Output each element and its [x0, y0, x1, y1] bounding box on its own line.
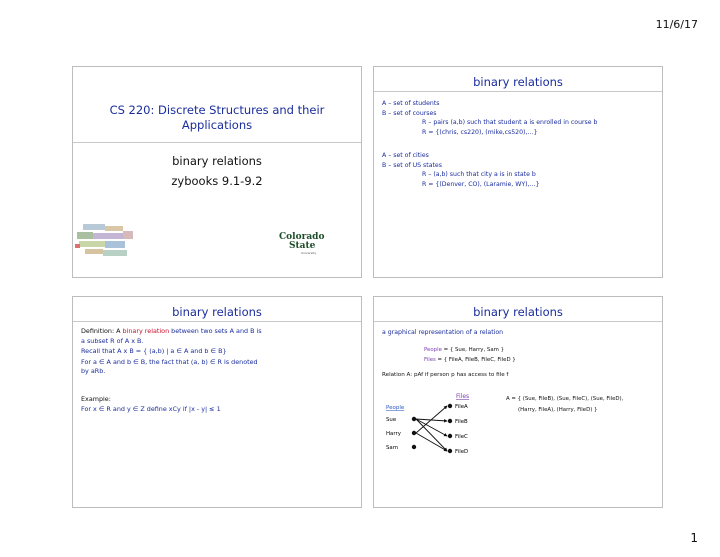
page-number: 1: [690, 531, 698, 545]
relation-edge: [416, 419, 447, 451]
people-set: People = { Sue, Harry, Sam }: [424, 347, 505, 353]
cartesian-recall: Recall that A x B = { (a,b) | a ∈ A and b ∈ B}: [81, 347, 227, 355]
file-label: FileD: [455, 448, 469, 455]
heading-divider: [374, 321, 662, 322]
heading-divider: [73, 321, 361, 322]
word-cloud-image: [75, 222, 137, 260]
relation-description: Relation A: pAf if person p has access to file f: [382, 372, 509, 378]
person-label: Sue: [386, 416, 397, 423]
file-node: [448, 404, 452, 408]
file-label: FileB: [455, 418, 468, 425]
slide-binary-relations-examples: [373, 66, 663, 278]
file-label: FileA: [455, 403, 468, 410]
file-label: FileC: [455, 433, 468, 440]
example-cities: A – set of cities B – set of US states R – (a,b) such that city a is in state b R = {(Denver, CO), (Laramie, WY),…}: [382, 152, 540, 188]
slide-title: [72, 66, 362, 278]
person-node: [412, 445, 416, 449]
relation-graph: [384, 392, 654, 502]
subtitle-reading: zybooks 9.1-9.2: [171, 174, 263, 188]
relation-edge: [416, 419, 447, 436]
course-title: [73, 103, 361, 133]
person-label: Sam: [386, 444, 398, 451]
definition-block: [81, 327, 351, 378]
definition-term: binary relation: [122, 327, 170, 335]
notation-fact: For a ∈ A and b ∈ B, the fact that (a, b) ∈ R is denoted by aRb.: [81, 357, 258, 375]
example-block: [81, 395, 351, 414]
graph-intro: a graphical representation of a relation: [382, 329, 504, 336]
heading-divider: [374, 91, 662, 92]
relation-set-line1: A = { (Sue, FileB), (Sue, FileC), (Sue, FileD),: [506, 396, 624, 402]
graph-people-header: People: [386, 405, 405, 411]
relation-edge: [416, 433, 447, 451]
title-divider: [73, 142, 361, 143]
file-node: [448, 434, 452, 438]
slide-heading: binary relations: [473, 305, 563, 319]
slide-heading: binary relations: [172, 305, 262, 319]
file-node: [448, 449, 452, 453]
definition-text: Definition: A binary relation between two sets A and B is a subset R of A x B.: [81, 327, 262, 345]
file-node: [448, 419, 452, 423]
example-text: For x ∈ R and y ∈ Z define xCy if |x - y| ≤ 1: [81, 404, 221, 413]
relation-set-line2: (Harry, FileA), (Harry, FileD) }: [518, 407, 598, 413]
graph-files-header: Files: [456, 393, 470, 400]
person-node: [412, 417, 416, 421]
example-label: Example:: [81, 395, 111, 403]
course-title-line1: CS 220: Discrete Structures and their: [109, 103, 325, 117]
subtitle-topic: binary relations: [172, 154, 262, 168]
person-node: [412, 431, 416, 435]
lecture-subtitle: [73, 151, 361, 191]
example-students: A – set of students B – set of courses R – pairs (a,b) such that student a is enrolled in course b R = {(chris, cs220), (mike,cs520),…}: [382, 100, 598, 136]
slide-graphical-relation: [373, 296, 663, 508]
header-date: 11/6/17: [655, 18, 698, 31]
slide-binary-relation-definition: [72, 296, 362, 508]
files-set: Files = { FileA, FileB, FileC, FileD }: [424, 357, 516, 363]
course-title-line2: Applications: [181, 118, 253, 132]
slide-heading: binary relations: [473, 75, 563, 89]
person-label: Harry: [386, 430, 401, 437]
csu-logo: Colorado State University: [279, 232, 325, 255]
